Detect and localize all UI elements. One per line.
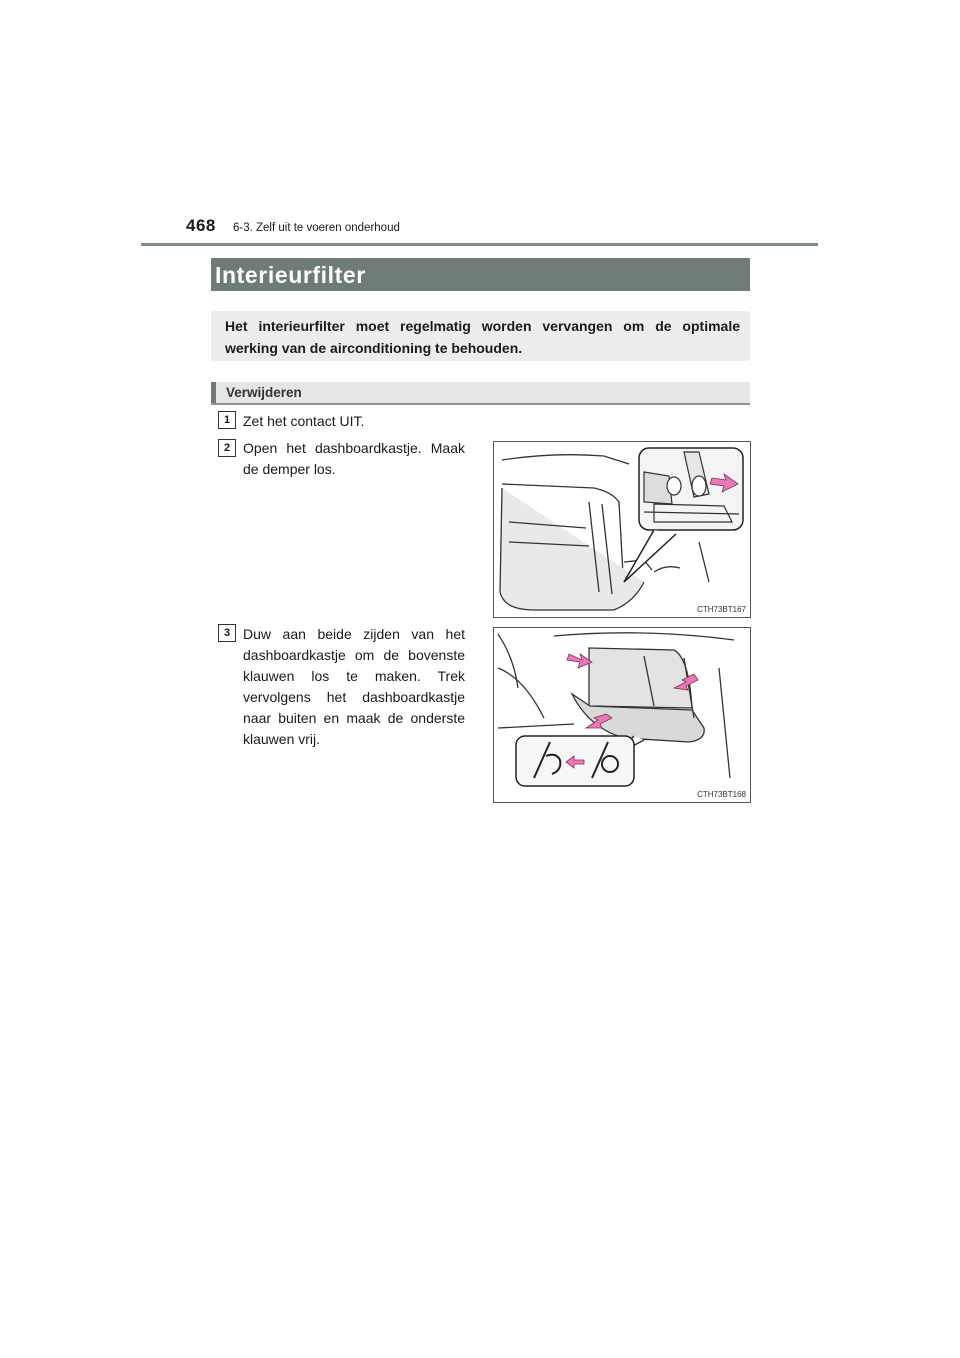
step-text-3: Duw aan beide zijden van het dashboardkastje om de bovenste klauwen los te maken. Trek vervolgens het dashboardkastje naar buiten en maak de onderste klauwen vrij. <box>243 626 465 747</box>
figure-glovebox-damper <box>493 441 751 618</box>
glovebox-claws-illustration <box>494 628 750 802</box>
push-arrow-left-icon <box>567 654 592 668</box>
figure-glovebox-claws <box>493 627 751 803</box>
glovebox-damper-illustration <box>494 442 750 617</box>
figure-code: CTH73BT168 <box>697 790 746 799</box>
subsection-bar <box>211 382 750 405</box>
intro-text: Het interieurfilter moet regelmatig worden vervangen om de optimale werking van de airconditioning te behouden. <box>225 318 740 356</box>
step-text-2: Open het dashboardkastje. Maak de demper los. <box>243 440 465 477</box>
step-number-3: 3 <box>218 624 236 642</box>
step-number-2: 2 <box>218 439 236 457</box>
page-title: Interieurfilter <box>215 262 366 288</box>
step-number-1: 1 <box>218 411 236 429</box>
figure-code: CTH73BT167 <box>697 605 746 614</box>
step-text-1: Zet het contact UIT. <box>243 413 365 429</box>
header-rule <box>141 243 818 246</box>
callout-pointer <box>624 530 676 582</box>
section-title-bar <box>211 258 750 291</box>
page-number: 468 <box>186 216 216 235</box>
section-reference: 6-3. Zelf uit te voeren onderhoud <box>233 222 400 234</box>
subsection-title: Verwijderen <box>226 385 302 400</box>
intro-box <box>211 311 750 361</box>
subsection-accent <box>211 382 216 403</box>
